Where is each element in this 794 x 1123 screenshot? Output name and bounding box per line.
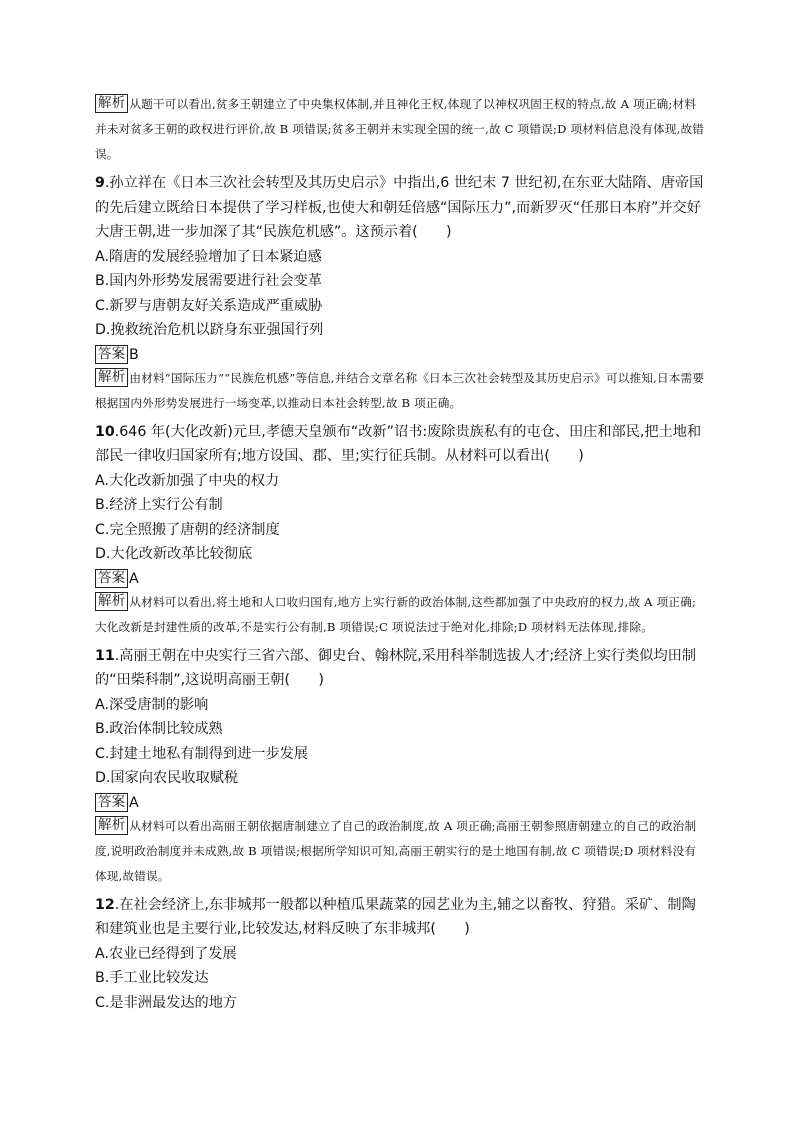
analysis-text: 从材料可以看出,将土地和人口收归国有,地方上实行新的政治体制,这些都加强了中央政府的权力,故 A 项正确;大化改新是封建性质的改革,不是实行公有制,B 项错误;C 项说法过于绝对化,排除;D 项材料无法体现,排除。 [95, 594, 697, 634]
analysis-tag: 解析 [95, 592, 128, 611]
option-a: A.大化改新加强了中央的权力 [95, 472, 280, 489]
answer-line [95, 344, 705, 366]
question-number: 11 [95, 647, 115, 664]
question-stem [95, 171, 705, 245]
option-d: D.挽救统治危机以跻身东亚强国行列 [95, 322, 324, 338]
option-b: B.国内外形势发展需要进行社会变革 [95, 273, 323, 289]
question-number: 10 [95, 423, 115, 440]
question-9 [95, 171, 705, 416]
answer-tag: 答案 [95, 793, 128, 812]
answer-value: A [129, 570, 139, 587]
option-d: D.国家向农民收取赋税 [95, 770, 239, 786]
answer-tag: 答案 [95, 569, 128, 588]
option-b: B.经济上实行公有制 [95, 497, 223, 513]
analysis-tag: 解析 [95, 816, 128, 835]
answer-line [95, 792, 705, 814]
analysis-text: 从题干可以看出,贫多王朝建立了中央集权体制,并且神化王权,体现了以神权巩固王权的特点,故 A 项正确;材料并未对贫多王朝的政权进行评价,故 B 项错误;贫多王朝并未实现全国的统一,故 C 项错误;D 项材料信息没有体现,故错误。 [95, 97, 705, 161]
answer-value: A [129, 794, 139, 811]
question-10 [95, 420, 705, 640]
option-a: A.深受唐制的影响 [95, 696, 209, 713]
question-stem [95, 420, 705, 469]
question-stem [95, 893, 705, 942]
option-a: A.隋唐的发展经验增加了日本紧迫感 [95, 248, 322, 265]
document-page [95, 92, 705, 1015]
question-12 [95, 893, 705, 1016]
answer-value: B [129, 346, 139, 363]
answer-tag: 答案 [95, 345, 128, 364]
analysis-q8 [95, 92, 705, 167]
analysis-tag: 解析 [95, 94, 128, 113]
question-text: .646 年(大化改新)元旦,孝德天皇颁布“改新”诏书:废除贵族私有的屯仓、田庄和部民,把土地和部民一律收归国家所有;地方设国、郡、里;实行征兵制。从材料可以看出( ) [95, 423, 702, 464]
question-stem [95, 644, 705, 693]
option-b: B.政治体制比较成熟 [95, 721, 223, 737]
analysis [95, 366, 705, 416]
option-c: C.完全照搬了唐朝的经济制度 [95, 521, 280, 538]
option-b: B.手工业比较发达 [95, 970, 209, 986]
option-c: C.是非洲最发达的地方 [95, 994, 238, 1011]
analysis [95, 590, 705, 640]
analysis [95, 814, 705, 889]
question-text: .孙立祥在《日本三次社会转型及其历史启示》中指出,6 世纪末 7 世纪初,在东亚大陆隋、唐帝国的先后建立既给日本提供了学习样板,也使大和朝廷倍感“国际压力”,而新罗灭“任那日本府”并交好大唐王朝,进一步加深了其“民族危机感”。这预示着( ) [95, 175, 704, 240]
question-text: .在社会经济上,东非城邦一般都以种植瓜果蔬菜的园艺业为主,辅之以畜牧、狩猎。采矿、制陶和建筑业也是主要行业,比较发达,材料反映了东非城邦( ) [95, 896, 696, 937]
option-c: C.新罗与唐朝友好关系造成严重威胁 [95, 297, 323, 314]
option-c: C.封建土地私有制得到进一步发展 [95, 745, 309, 762]
analysis-text: 由材料“国际压力”“民族危机感”等信息,并结合文章名称《日本三次社会转型及其历史启示》可以推知,日本需要根据国内外形势发展进行一场变革,以推动日本社会转型,故 B 项正确。 [95, 370, 705, 410]
analysis-text: 从材料可以看出高丽王朝依据唐制建立了自己的政治制度,故 A 项正确;高丽王朝参照唐朝建立的自己的政治制度,说明政治制度并未成熟,故 B 项错误;根据所学知识可知,高丽王朝实行的是土地国有制,故 C 项错误;D 项材料没有体现,故错误。 [95, 818, 697, 883]
answer-line [95, 568, 705, 590]
option-d: D.大化改新改革比较彻底 [95, 546, 253, 562]
question-number: 9 [95, 175, 105, 191]
question-text: .高丽王朝在中央实行三省六部、御史台、翰林院,采用科举制选拔人才;经济上实行类似均田制的“田柴科制”,这说明高丽王朝( ) [95, 647, 697, 688]
analysis-tag: 解析 [95, 368, 128, 387]
option-a: A.农业已经得到了发展 [95, 945, 237, 962]
question-number: 12 [95, 896, 115, 913]
question-11 [95, 644, 705, 889]
